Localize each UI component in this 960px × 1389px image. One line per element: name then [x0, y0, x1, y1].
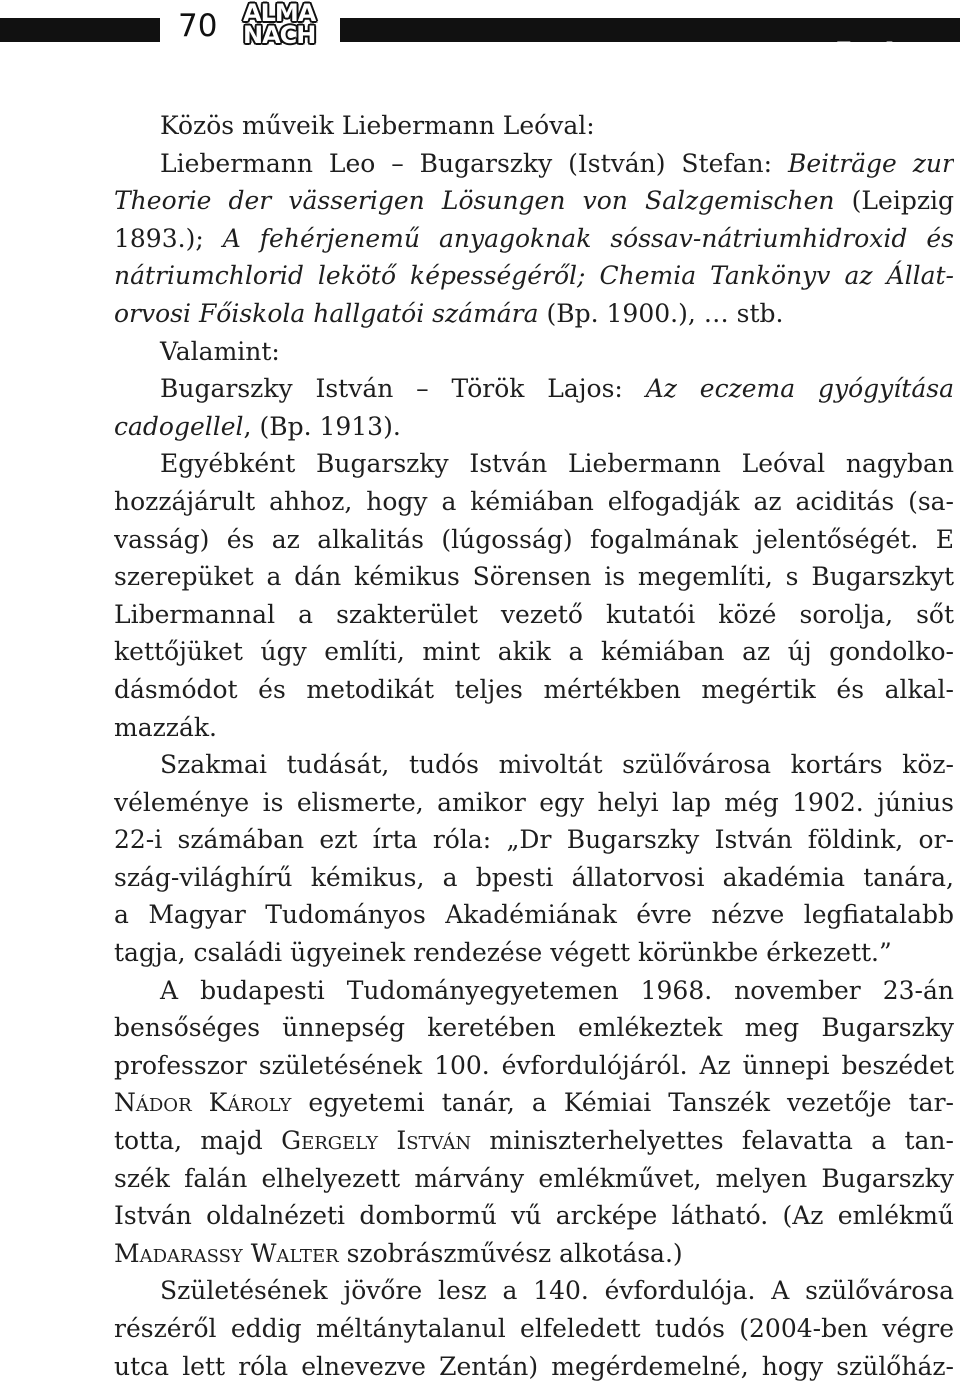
text-span: (Leipzig	[834, 186, 954, 216]
text-span: Szakmai tudását, tudós mivoltát szülővárosa kortárs köz-	[160, 750, 954, 780]
text-line	[114, 1122, 954, 1160]
header-bar-right	[340, 18, 960, 61]
text-span: véleménye is elismerte, amikor egy helyi lap még 1902. június	[114, 787, 954, 817]
text-line	[114, 1310, 954, 1348]
author-name: Tari László	[837, 37, 952, 61]
text-span: kettőjüket úgy említi, mint akik a kémiában az új gondolko-	[114, 637, 954, 667]
text-line	[114, 483, 954, 521]
text-line	[114, 220, 954, 258]
text-line	[114, 1047, 954, 1085]
italic-title: cadogellel	[114, 411, 244, 441]
person-name: Madarassy Walter	[114, 1238, 339, 1268]
text-span: mazzák.	[114, 712, 217, 742]
text-line	[114, 558, 954, 596]
text-span: hozzájárult ahhoz, hogy a kémiában elfogadják az aciditás (sa-	[114, 486, 954, 516]
text-line	[114, 182, 954, 220]
page-header	[0, 0, 960, 62]
text-line	[114, 408, 954, 446]
text-span: dásmódot és metodikát teljes mértékben megértik és alkal-	[114, 674, 954, 704]
italic-title: Theorie der vässerigen Lösungen von Salzgemischen	[114, 186, 835, 216]
person-name: Nádor Károly	[114, 1088, 292, 1118]
text-span: Egyébként Bugarszky István Liebermann Leóval nagyban	[160, 449, 954, 479]
text-line	[114, 671, 954, 709]
text-line	[114, 145, 954, 183]
text-line	[114, 370, 954, 408]
text-span: Liebermann Leo – Bugarszky (István) Stefan:	[160, 148, 788, 178]
text-span: István oldalnézeti dombormű vű arcképe látható. (Az emlékmű	[114, 1201, 954, 1231]
text-span: professzor születésének 100. évfordulójáról. Az ünnepi beszédet	[114, 1050, 954, 1080]
text-line	[114, 1197, 954, 1235]
text-span: Valamint:	[160, 336, 280, 366]
text-span: (Bp. 1900.), … stb.	[538, 298, 784, 328]
text-span: szék falán elhelyezett márvány emlékművet, melyen Bugarszky	[114, 1163, 954, 1193]
text-span: Bugarszky István – Török Lajos:	[160, 374, 646, 404]
text-line	[114, 746, 954, 784]
header-bar-left	[0, 18, 160, 42]
text-line	[114, 859, 954, 897]
text-line	[114, 821, 954, 859]
text-line	[114, 1084, 954, 1122]
text-span: 1893.);	[114, 223, 223, 253]
italic-title: A fehérjenemű anyagoknak sóssav-nátriumhidroxid és	[222, 223, 954, 253]
italic-title: Az eczema gyógyítása	[645, 374, 954, 404]
text-span: egyetemi tanár, a Kémiai Tanszék vezetője tar-	[291, 1088, 954, 1118]
text-span: Libermannal a szakterület vezető kutatói közé sorolja, sőt	[114, 599, 954, 629]
text-line	[114, 107, 954, 145]
text-line	[114, 784, 954, 822]
text-line	[114, 257, 954, 295]
text-span: , (Bp. 1913).	[243, 411, 401, 441]
text-span: A budapesti Tudományegyetemen 1968. november 23-án	[160, 975, 954, 1005]
almanach-logo	[243, 2, 329, 54]
logo-line-2: NACH	[243, 21, 316, 49]
text-span: szobrászművész alkotása.)	[338, 1238, 683, 1268]
text-span: miniszterhelyettes felavatta a tan-	[471, 1126, 954, 1156]
italic-title: Beiträge zur	[787, 148, 954, 178]
text-span: szág-világhírű kémikus, a bpesti állatorvosi akadémia tanára,	[114, 862, 954, 892]
italic-title: nátriumchlorid lekötő képességéről; Chemia Tankönyv az Állat-	[114, 261, 954, 291]
text-line	[114, 709, 954, 747]
text-line	[114, 633, 954, 671]
logo-line-1: ALMA	[243, 0, 316, 27]
text-line	[114, 972, 954, 1010]
text-span: Közös műveik Liebermann Leóval:	[160, 111, 595, 140]
text-span: Születésének jövőre lesz a 140. évfordulója. A szülővárosa	[160, 1276, 954, 1306]
text-line	[114, 295, 954, 333]
text-line	[114, 1009, 954, 1047]
italic-title: orvosi Főiskola hallgatói számára	[114, 298, 539, 328]
text-line	[114, 1348, 954, 1386]
text-span: tagja, családi ügyeinek rendezése végett körünkbe érkezett.”	[114, 938, 892, 968]
page-number: 70	[178, 8, 218, 44]
text-line	[114, 445, 954, 483]
text-line	[114, 596, 954, 634]
text-span: vasság) és az alkalitás (lúgosság) fogalmának jelentőségét. E	[114, 524, 954, 554]
body-text	[114, 107, 954, 1385]
text-span: utca lett róla elnevezve Zentán) megérdemelné, hogy szülőház-	[114, 1351, 954, 1381]
text-span: a Magyar Tudományos Akadémiának évre nézve legfiatalabb	[114, 900, 954, 930]
text-line	[114, 521, 954, 559]
person-name: Gergely István	[281, 1126, 472, 1156]
text-line	[114, 333, 954, 371]
text-line	[114, 1272, 954, 1310]
text-span: totta, majd	[114, 1126, 282, 1156]
text-span: részéről eddig méltánytalanul elfeledett tudós (2004-ben végre	[114, 1314, 954, 1343]
text-span: szerepüket a dán kémikus Sörensen is megemlíti, s Bugarszkyt	[114, 562, 954, 592]
text-line	[114, 1235, 954, 1273]
text-line	[114, 896, 954, 934]
text-line	[114, 1160, 954, 1198]
text-span: bensőséges ünnepség keretében emlékeztek meg Bugarszky	[114, 1013, 954, 1043]
text-line	[114, 934, 954, 972]
text-span: 22-i számában ezt írta róla: „Dr Bugarszky István földink, or-	[114, 825, 954, 855]
